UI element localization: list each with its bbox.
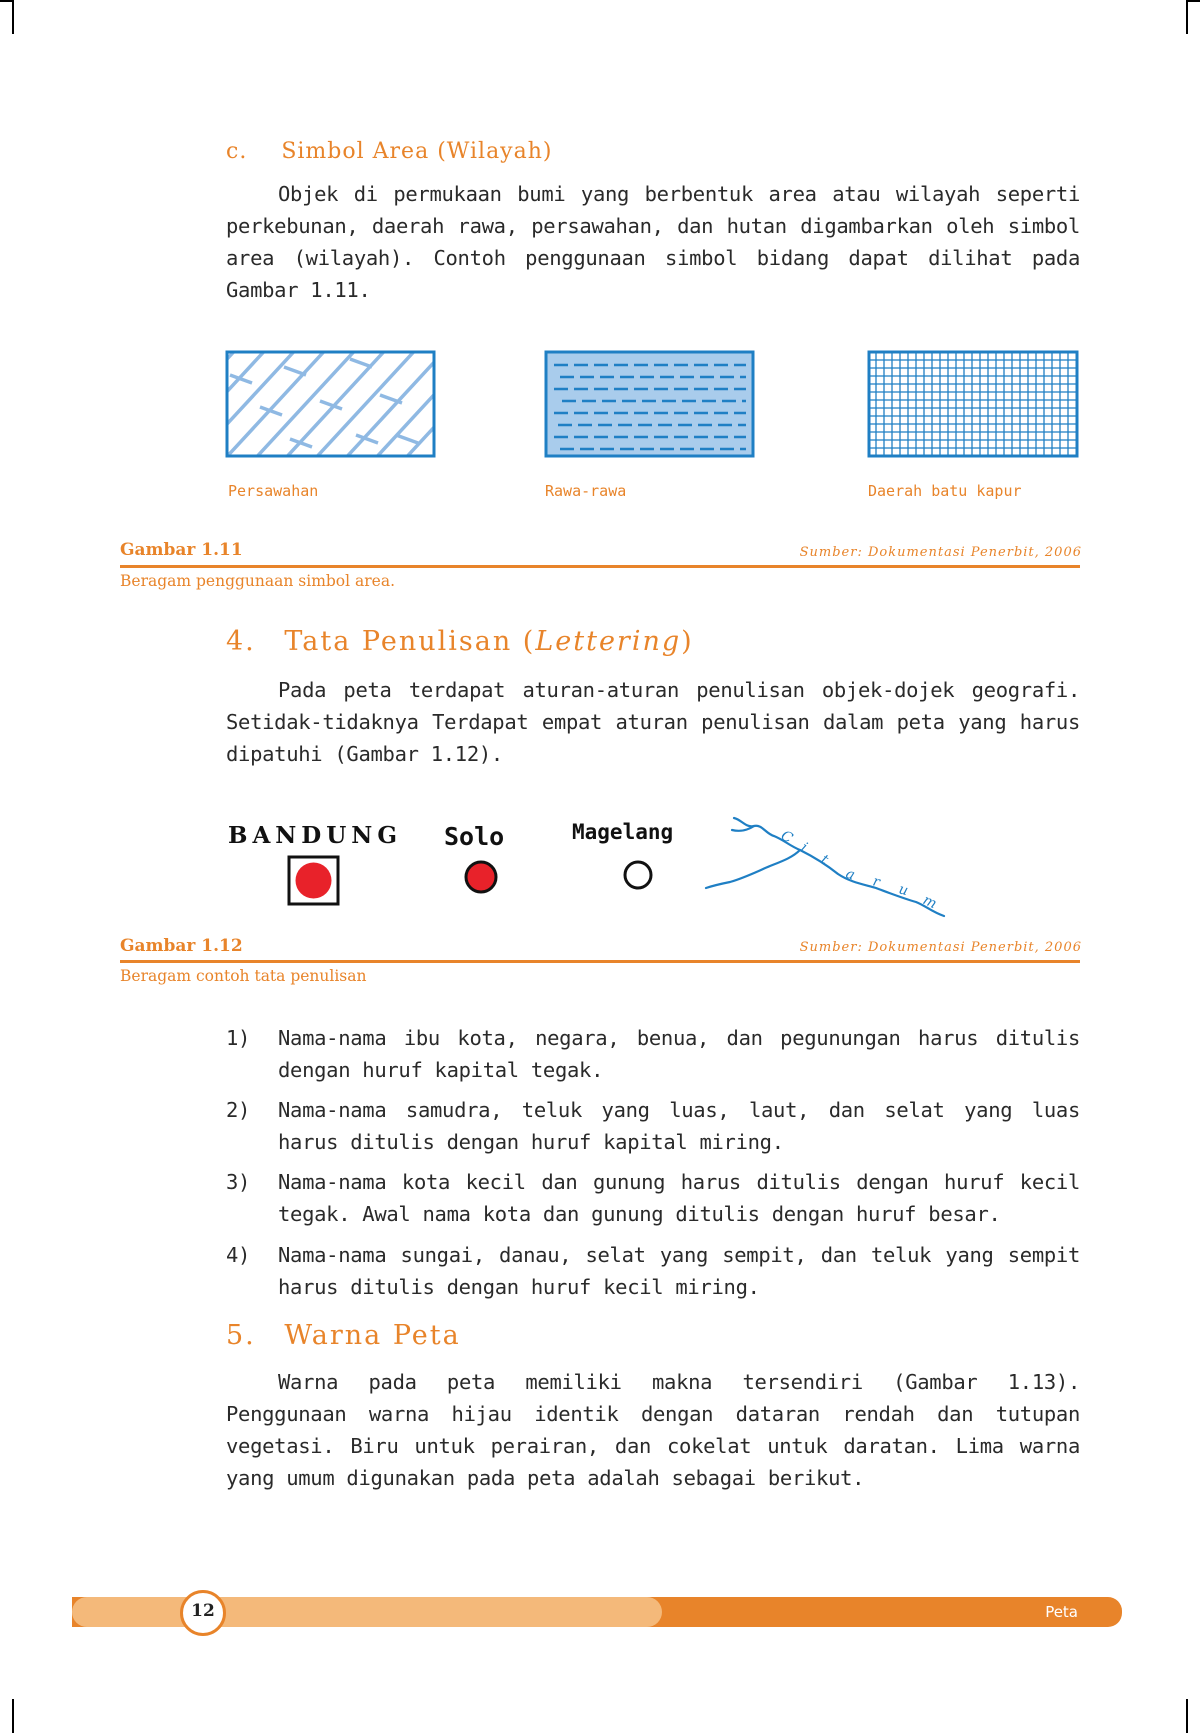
crop-mark [12, 0, 14, 34]
river-letter: a [843, 865, 857, 884]
caption-desc-1-11: Beragam penggunaan simbol area. [120, 572, 396, 590]
list-item [226, 1239, 1080, 1303]
section-4-heading [226, 626, 694, 657]
caption-rule [120, 565, 1080, 568]
section-c-number: c. [226, 139, 248, 164]
figure-1-11-symbols [220, 345, 1090, 475]
caption-desc-1-12: Beragam contoh tata penulisan [120, 967, 367, 985]
city-capital-label: BANDUNG [228, 822, 402, 849]
limestone-symbol [869, 352, 1077, 456]
crop-mark [1186, 0, 1200, 2]
section-5-number: 5. [226, 1320, 256, 1351]
section-4-title: Tata Penulisan ( [284, 626, 536, 657]
figure-1-12-symbols [280, 800, 970, 930]
caption-title-1-11: Gambar 1.11 [120, 540, 243, 560]
caption-title-1-12: Gambar 1.12 [120, 936, 243, 956]
list-number: 1) [226, 1026, 251, 1050]
section-c-heading [226, 139, 552, 164]
city-medium-label: Solo [444, 822, 505, 851]
list-text: Nama-nama ibu kota, negara, benua, dan pegunungan harus ditulis dengan huruf kapital tegak. [278, 1026, 1080, 1082]
list-item [226, 1094, 1080, 1158]
swamp-symbol [546, 352, 753, 456]
river-letter: i [798, 839, 810, 856]
river-letter: C [778, 827, 796, 847]
footer-bar-highlight [72, 1597, 662, 1627]
caption-source-1-12: Sumber: Dokumentasi Penerbit, 2006 [799, 940, 1082, 955]
list-number: 4) [226, 1243, 251, 1267]
caption-source-1-11: Sumber: Dokumentasi Penerbit, 2006 [799, 545, 1082, 560]
section-c-paragraph: Objek di permukaan bumi yang berbentuk area atau wilayah seperti perkebunan, daerah rawa, persawahan, dan hutan digambarkan oleh simbol area (wilayah). Contoh penggunaan simbol bidang dapat dilihat pada Gambar 1.11. [226, 182, 1080, 302]
river-letter: u [896, 881, 910, 900]
rice-field-symbol [220, 345, 540, 475]
list-number: 3) [226, 1170, 251, 1194]
section-4-title-end: ) [681, 626, 694, 657]
section-4-number: 4. [226, 626, 256, 657]
section-c-title: Simbol Area (Wilayah) [281, 139, 553, 164]
medium-city-symbol [466, 862, 496, 892]
page-number: 12 [191, 1601, 215, 1621]
section-5-title: Warna Peta [284, 1320, 461, 1351]
city-small-label: Magelang [572, 820, 674, 844]
label-batu-kapur: Daerah batu kapur [868, 482, 1022, 500]
label-rawa: Rawa-rawa [545, 482, 627, 500]
crop-mark [12, 1699, 14, 1733]
list-text: Nama-nama kota kecil dan gunung harus ditulis dengan huruf kecil tegak. Awal nama kota dan gunung ditulis dengan huruf besar. [278, 1170, 1080, 1226]
section-5-heading [226, 1320, 461, 1351]
small-city-symbol [625, 862, 651, 888]
section-4-title-italic: Lettering [535, 626, 682, 657]
section-4-paragraph: Pada peta terdapat aturan-aturan penulisan objek-dojek geografi. Setidak-tidaknya Terdapat empat aturan penulisan dalam peta yang harus dipatuhi (Gambar 1.12). [226, 678, 1080, 766]
label-persawahan: Persawahan [228, 482, 319, 500]
crop-mark [1186, 0, 1188, 34]
river-letter: r [870, 873, 882, 891]
river-letter: m [920, 892, 940, 913]
list-item [226, 1166, 1080, 1230]
river-letter: t [818, 851, 831, 869]
list-item [226, 1022, 1080, 1086]
list-text: Nama-nama sungai, danau, selat yang sempit, dan teluk yang sempit harus ditulis dengan huruf kecil miring. [278, 1243, 1080, 1299]
river-symbol [706, 818, 944, 916]
list-text: Nama-nama samudra, teluk yang luas, laut, dan selat yang luas harus ditulis dengan huruf kapital miring. [278, 1098, 1080, 1154]
list-number: 2) [226, 1098, 251, 1122]
chapter-label: Peta [1045, 1603, 1078, 1621]
crop-mark [1186, 1699, 1188, 1733]
section-5-paragraph: Warna pada peta memiliki makna tersendiri (Gambar 1.13). Penggunaan warna hijau identik dengan dataran rendah dan tutupan vegetasi. Biru untuk perairan, dan cokelat untuk daratan. Lima warna yang umum digunakan pada peta adalah sebagai berikut. [226, 1370, 1080, 1490]
capital-city-symbol [289, 857, 338, 904]
caption-rule [120, 960, 1080, 963]
